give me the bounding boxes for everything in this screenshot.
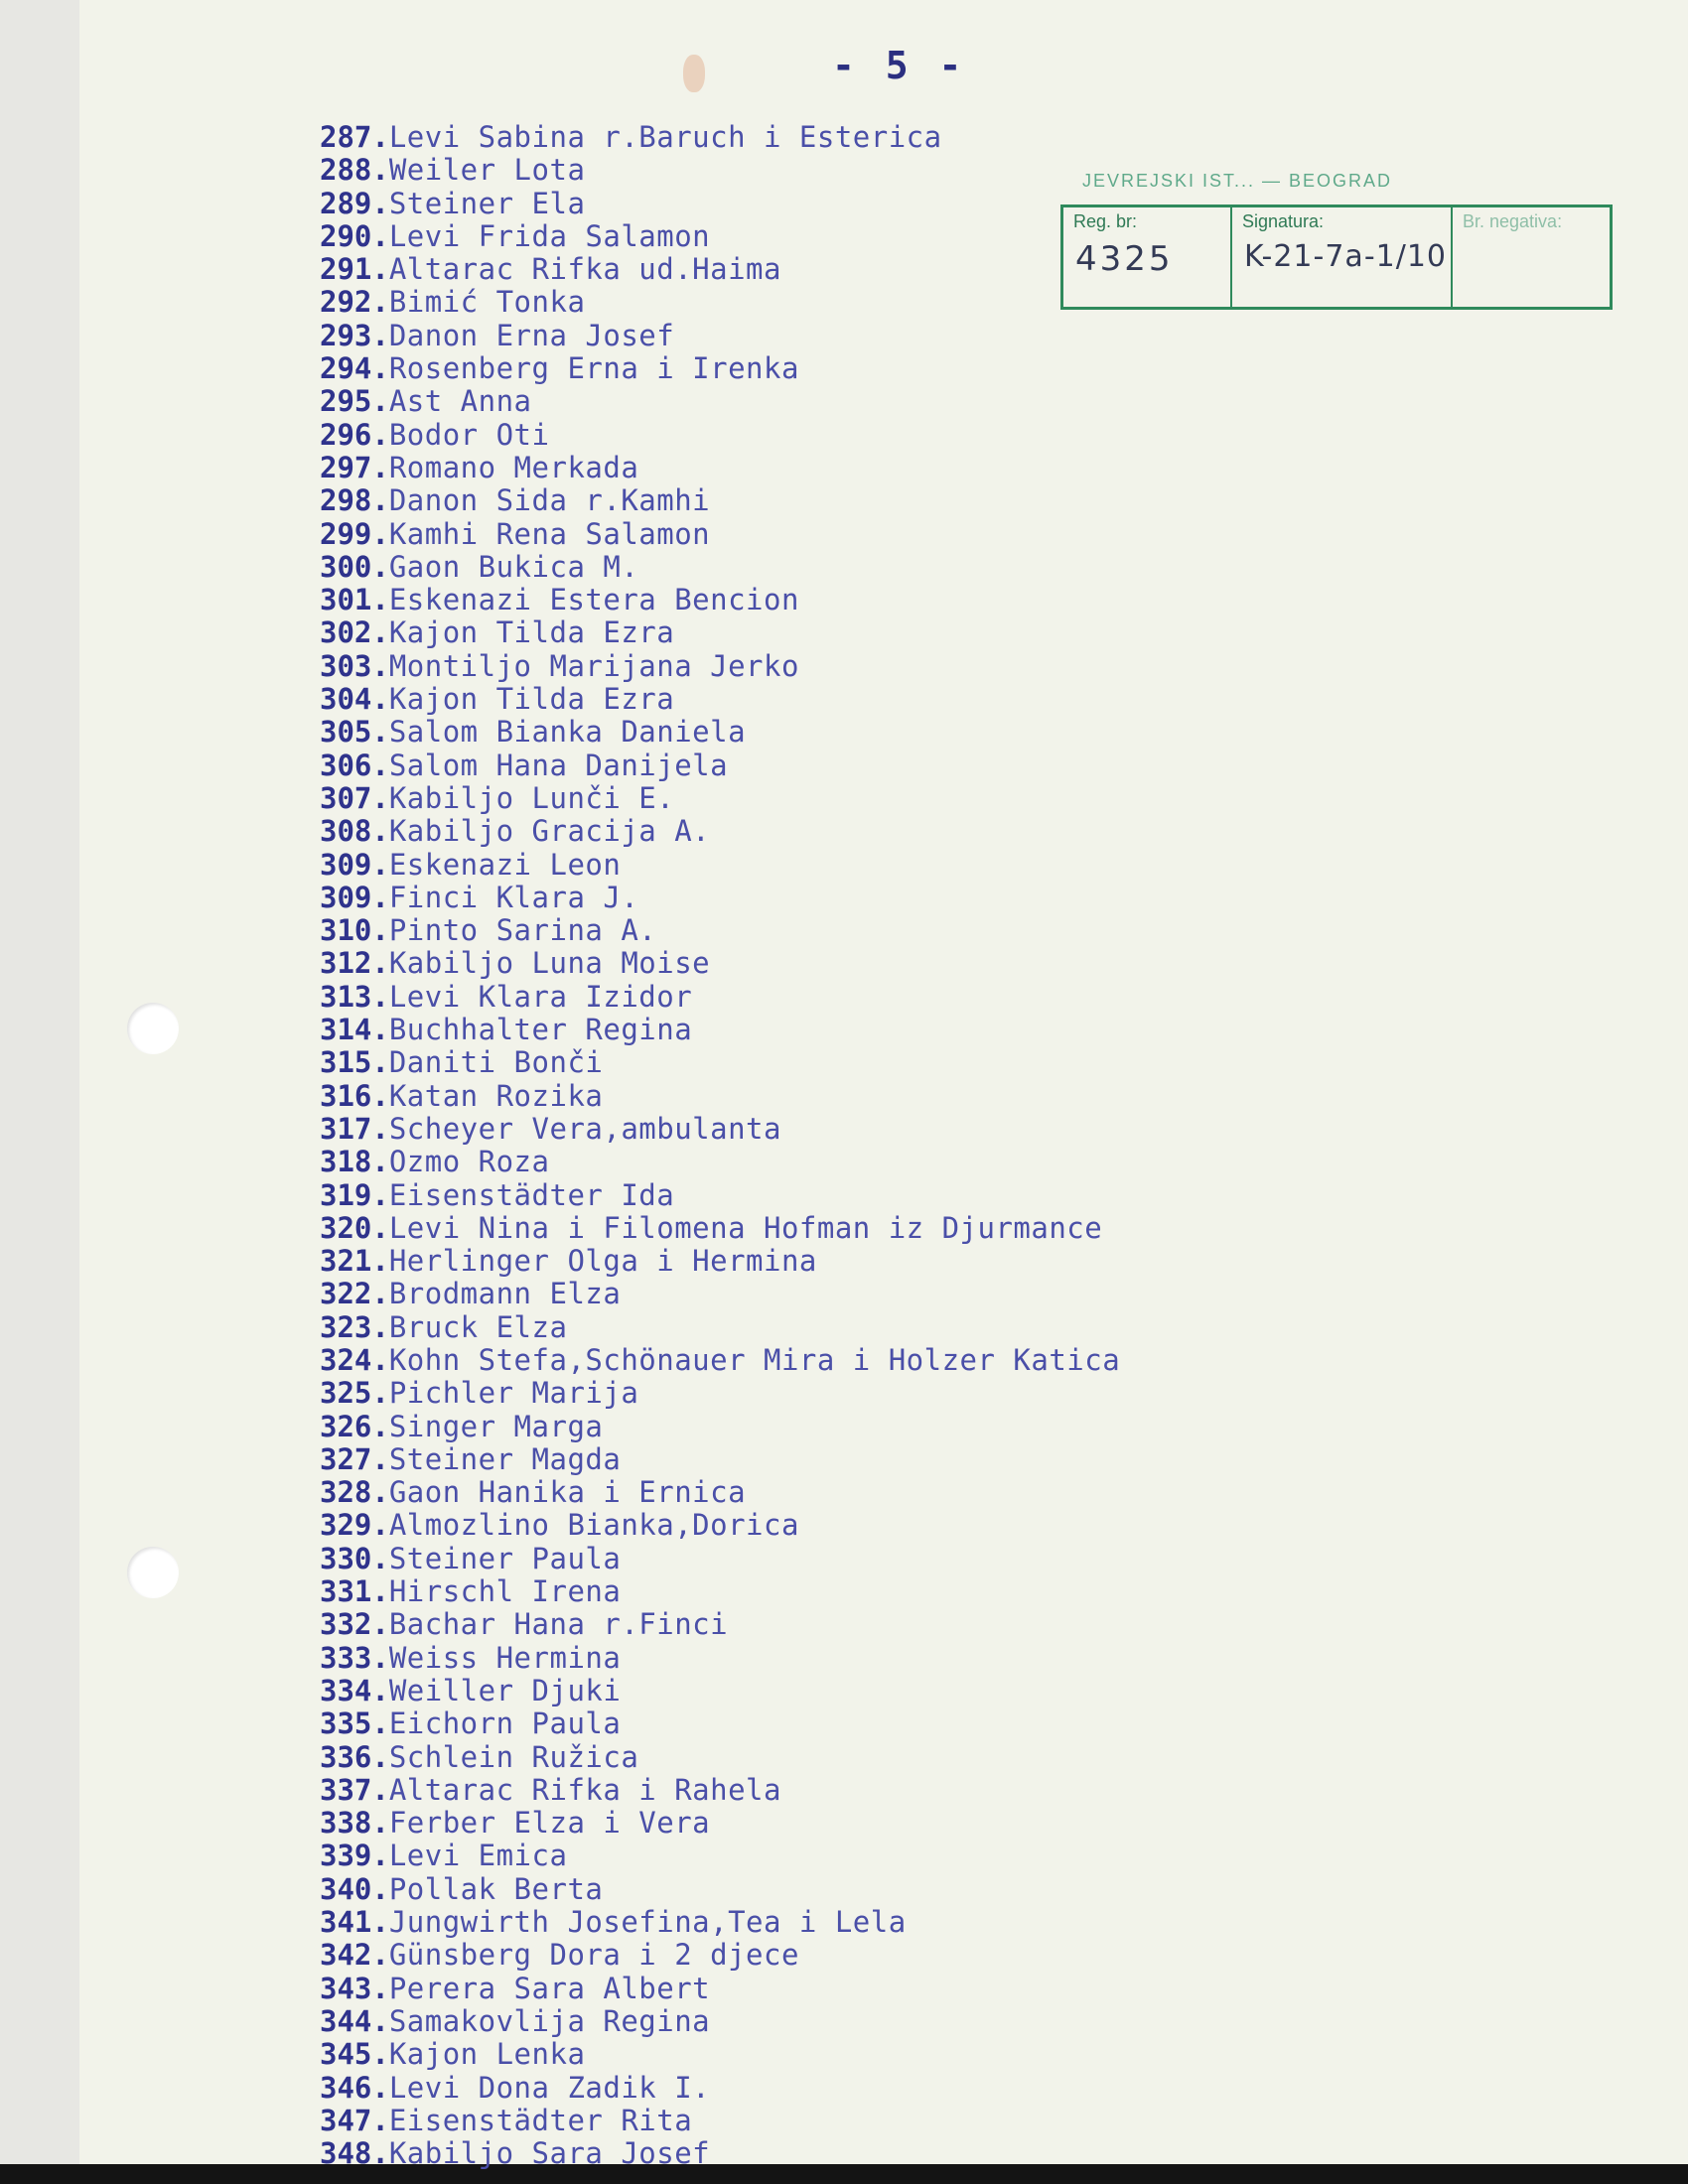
- list-item: [320, 1245, 1313, 1278]
- entry-name: Altarac Rifka i Rahela: [388, 1773, 781, 1807]
- list-item: [320, 1707, 1313, 1740]
- entry-name: Katan Rozika: [388, 1079, 604, 1113]
- entry-name: Buchhalter Regina: [388, 1014, 693, 1047]
- list-item: [320, 2005, 1313, 2038]
- entry-number: 295.: [320, 385, 389, 419]
- entry-name: Kabiljo Sara Josef: [388, 2137, 711, 2171]
- list-item: [320, 616, 1313, 649]
- list-item: [320, 518, 1313, 551]
- entry-name: Danon Erna Josef: [388, 319, 675, 352]
- entry-number: 316.: [320, 1079, 389, 1113]
- entry-name: Finci Klara J.: [388, 881, 639, 914]
- entry-number: 303.: [320, 649, 389, 683]
- entry-number: 327.: [320, 1442, 389, 1476]
- entry-number: 314.: [320, 1014, 389, 1047]
- entry-number: 299.: [320, 517, 389, 551]
- entry-number: 340.: [320, 1872, 389, 1906]
- list-item: [320, 1675, 1313, 1707]
- entry-name: Ozmo Roza: [388, 1146, 550, 1179]
- list-item: [320, 1939, 1313, 1972]
- entry-number: 332.: [320, 1608, 389, 1642]
- entry-name: Samakovlija Regina: [388, 2004, 711, 2038]
- entry-number: 315.: [320, 1046, 389, 1080]
- entry-name: Levi Frida Salamon: [388, 219, 711, 253]
- entry-name: Gaon Hanika i Ernica: [388, 1476, 747, 1510]
- entry-number: 310.: [320, 914, 389, 948]
- list-item: [320, 2072, 1313, 2105]
- entry-name: Pinto Sarina A.: [388, 914, 657, 948]
- stamp-reg-label: Reg. br:: [1073, 211, 1138, 231]
- entry-name: Herlinger Olga i Hermina: [388, 1245, 817, 1279]
- entry-number: 319.: [320, 1178, 389, 1212]
- entry-name: Pichler Marija: [388, 1377, 639, 1411]
- list-item: [320, 716, 1313, 749]
- entry-name: Steiner Magda: [388, 1442, 622, 1476]
- list-item: [320, 650, 1313, 683]
- entry-name: Ast Anna: [388, 385, 532, 419]
- entry-name: Weiller Djuki: [388, 1674, 622, 1707]
- stamp-signatura-value: K-21-7a-1/10: [1244, 239, 1448, 274]
- entry-number: 331.: [320, 1575, 389, 1609]
- entry-name: Levi Emica: [388, 1840, 568, 1873]
- entry-name: Günsberg Dora i 2 djece: [388, 1939, 799, 1973]
- entry-name: Altarac Rifka ud.Haima: [388, 253, 781, 287]
- scan-margin: [0, 0, 79, 2184]
- entry-number: 292.: [320, 286, 389, 320]
- entry-name: Romano Merkada: [388, 451, 639, 484]
- list-item: [320, 121, 1313, 154]
- entry-name: Steiner Ela: [388, 187, 586, 220]
- entry-number: 338.: [320, 1807, 389, 1841]
- list-item: [320, 1509, 1313, 1542]
- entry-number: 337.: [320, 1773, 389, 1807]
- entry-name: Montiljo Marijana Jerko: [388, 649, 799, 683]
- entry-number: 294.: [320, 352, 389, 386]
- entry-number: 328.: [320, 1476, 389, 1510]
- entry-name: Danon Sida r.Kamhi: [388, 484, 711, 518]
- entry-name: Hirschl Irena: [388, 1575, 622, 1609]
- list-item: [320, 220, 1313, 253]
- list-item: [320, 1807, 1313, 1840]
- entry-name: Eskenazi Leon: [388, 848, 622, 882]
- entry-name: Perera Sara Albert: [388, 1972, 711, 2005]
- entry-number: 336.: [320, 1740, 389, 1774]
- list-item: [320, 1575, 1313, 1608]
- entry-number: 346.: [320, 2071, 389, 2105]
- list-item: [320, 1873, 1313, 1906]
- entry-number: 304.: [320, 683, 389, 717]
- list-item: [320, 1344, 1313, 1377]
- entry-name: Levi Sabina r.Baruch i Esterica: [388, 121, 942, 154]
- list-item: [320, 1973, 1313, 2005]
- entry-number: 330.: [320, 1542, 389, 1575]
- stamp-negativ-cell: [1453, 207, 1610, 307]
- entry-number: 308.: [320, 815, 389, 849]
- entry-number: 313.: [320, 980, 389, 1014]
- entry-number: 339.: [320, 1840, 389, 1873]
- entry-name: Eskenazi Estera Bencion: [388, 584, 799, 617]
- list-item: [320, 849, 1313, 882]
- entry-name: Bodor Oti: [388, 418, 550, 452]
- entry-number: 324.: [320, 1343, 389, 1377]
- entry-number: 322.: [320, 1278, 389, 1311]
- list-item: [320, 1014, 1313, 1046]
- entry-name: Almozlino Bianka,Dorica: [388, 1509, 799, 1543]
- list-item: [320, 452, 1313, 484]
- entry-name: Rosenberg Erna i Irenka: [388, 352, 799, 386]
- entry-number: 348.: [320, 2137, 389, 2171]
- list-item: [320, 286, 1313, 319]
- entry-number: 318.: [320, 1146, 389, 1179]
- entry-number: 307.: [320, 781, 389, 815]
- entry-name: Levi Nina i Filomena Hofman iz Djurmance: [388, 1211, 1103, 1245]
- list-item: [320, 1113, 1313, 1146]
- entry-number: 305.: [320, 716, 389, 750]
- entry-number: 320.: [320, 1211, 389, 1245]
- entry-number: 291.: [320, 253, 389, 287]
- list-item: [320, 2137, 1313, 2170]
- list-item: [320, 352, 1313, 385]
- entry-number: 298.: [320, 484, 389, 518]
- entry-name: Weiss Hermina: [388, 1641, 622, 1675]
- list-item: [320, 1212, 1313, 1245]
- entry-name: Kajon Tilda Ezra: [388, 616, 675, 650]
- list-item: [320, 1774, 1313, 1807]
- list-item: [320, 1411, 1313, 1443]
- list-item: [320, 1741, 1313, 1774]
- list-item: [320, 154, 1313, 187]
- list-item: [320, 1840, 1313, 1872]
- entry-name: Daniti Bonči: [388, 1046, 604, 1080]
- list-item: [320, 419, 1313, 452]
- entry-number: 302.: [320, 616, 389, 650]
- list-item: [320, 1278, 1313, 1310]
- list-item: [320, 1476, 1313, 1509]
- entry-number: 345.: [320, 2038, 389, 2072]
- entry-number: 300.: [320, 550, 389, 584]
- entry-name: Bimić Tonka: [388, 286, 586, 320]
- entry-name: Kohn Stefa,Schönauer Mira i Holzer Katica: [388, 1343, 1121, 1377]
- stamp-negativ-label: Br. negativa:: [1463, 211, 1563, 231]
- entry-name: Pollak Berta: [388, 1872, 604, 1906]
- entry-number: 309.: [320, 881, 389, 914]
- page-number: - 5 -: [832, 44, 966, 87]
- punch-hole-upper: [127, 1003, 179, 1054]
- entry-number: 334.: [320, 1674, 389, 1707]
- list-item: [320, 551, 1313, 584]
- list-item: [320, 1608, 1313, 1641]
- entry-name: Eisenstädter Rita: [388, 2104, 693, 2137]
- list-item: [320, 253, 1313, 286]
- entry-number: 335.: [320, 1707, 389, 1741]
- entry-number: 306.: [320, 749, 389, 782]
- list-item: [320, 750, 1313, 782]
- entry-number: 321.: [320, 1245, 389, 1279]
- list-item: [320, 584, 1313, 616]
- entry-name: Kajon Lenka: [388, 2038, 586, 2072]
- entry-name: Schlein Ružica: [388, 1740, 639, 1774]
- list-item: [320, 1543, 1313, 1575]
- list-item: [320, 1377, 1313, 1410]
- entry-name: Levi Dona Zadik I.: [388, 2071, 711, 2105]
- list-item: [320, 1046, 1313, 1079]
- entry-number: 343.: [320, 1972, 389, 2005]
- stamp-institution-text: JEVREJSKI IST... — BEOGRAD: [1082, 171, 1393, 191]
- entry-number: 325.: [320, 1377, 389, 1411]
- list-item: [320, 385, 1313, 418]
- entry-name: Bachar Hana r.Finci: [388, 1608, 729, 1642]
- entry-number: 342.: [320, 1939, 389, 1973]
- entry-name: Bruck Elza: [388, 1310, 568, 1344]
- entry-name: Gaon Bukica M.: [388, 550, 639, 584]
- entry-number: 309.: [320, 848, 389, 882]
- list-item: [320, 1080, 1313, 1113]
- list-item: [320, 188, 1313, 220]
- entry-name: Kabiljo Luna Moise: [388, 947, 711, 981]
- entry-number: 333.: [320, 1641, 389, 1675]
- list-item: [320, 1146, 1313, 1178]
- stamp-signatura-label: Signatura:: [1242, 211, 1325, 231]
- list-item: [320, 1443, 1313, 1476]
- entry-number: 323.: [320, 1310, 389, 1344]
- entry-number: 329.: [320, 1509, 389, 1543]
- entry-number: 293.: [320, 319, 389, 352]
- list-item: [320, 914, 1313, 947]
- list-item: [320, 1906, 1313, 1939]
- entry-number: 347.: [320, 2104, 389, 2137]
- entry-number: 290.: [320, 219, 389, 253]
- entry-number: 312.: [320, 947, 389, 981]
- entry-name: Salom Bianka Daniela: [388, 716, 747, 750]
- list-item: [320, 815, 1313, 848]
- entry-number: 296.: [320, 418, 389, 452]
- entry-name: Jungwirth Josefina,Tea i Lela: [388, 1906, 907, 1940]
- ink-smudge: [683, 55, 705, 92]
- entry-name: Eisenstädter Ida: [388, 1178, 675, 1212]
- punch-hole-lower: [127, 1547, 179, 1598]
- entry-name: Kamhi Rena Salamon: [388, 517, 711, 551]
- list-item: [320, 1179, 1313, 1212]
- entry-number: 288.: [320, 154, 389, 188]
- stamp-reg-value: 4325: [1075, 239, 1174, 279]
- list-item: [320, 882, 1313, 914]
- entry-number: 317.: [320, 1112, 389, 1146]
- entry-number: 287.: [320, 121, 389, 154]
- entry-number: 341.: [320, 1906, 389, 1940]
- entry-name: Weiler Lota: [388, 154, 586, 188]
- name-list: [320, 121, 1313, 2170]
- entry-name: Singer Marga: [388, 1410, 604, 1443]
- entry-name: Brodmann Elza: [388, 1278, 622, 1311]
- entry-name: Kabiljo Gracija A.: [388, 815, 711, 849]
- entry-name: Scheyer Vera,ambulanta: [388, 1112, 781, 1146]
- entry-name: Salom Hana Danijela: [388, 749, 729, 782]
- list-item: [320, 1311, 1313, 1344]
- list-item: [320, 782, 1313, 815]
- list-item: [320, 947, 1313, 980]
- entry-number: 344.: [320, 2004, 389, 2038]
- list-item: [320, 2105, 1313, 2137]
- list-item: [320, 320, 1313, 352]
- list-item: [320, 1642, 1313, 1675]
- list-item: [320, 683, 1313, 716]
- entry-name: Kajon Tilda Ezra: [388, 683, 675, 717]
- entry-number: 301.: [320, 584, 389, 617]
- list-item: [320, 484, 1313, 517]
- entry-name: Eichorn Paula: [388, 1707, 622, 1741]
- list-item: [320, 981, 1313, 1014]
- entry-name: Levi Klara Izidor: [388, 980, 693, 1014]
- entry-name: Ferber Elza i Vera: [388, 1807, 711, 1841]
- list-item: [320, 2038, 1313, 2071]
- entry-name: Kabiljo Lunči E.: [388, 781, 675, 815]
- entry-number: 326.: [320, 1410, 389, 1443]
- entry-name: Steiner Paula: [388, 1542, 622, 1575]
- entry-number: 297.: [320, 451, 389, 484]
- entry-number: 289.: [320, 187, 389, 220]
